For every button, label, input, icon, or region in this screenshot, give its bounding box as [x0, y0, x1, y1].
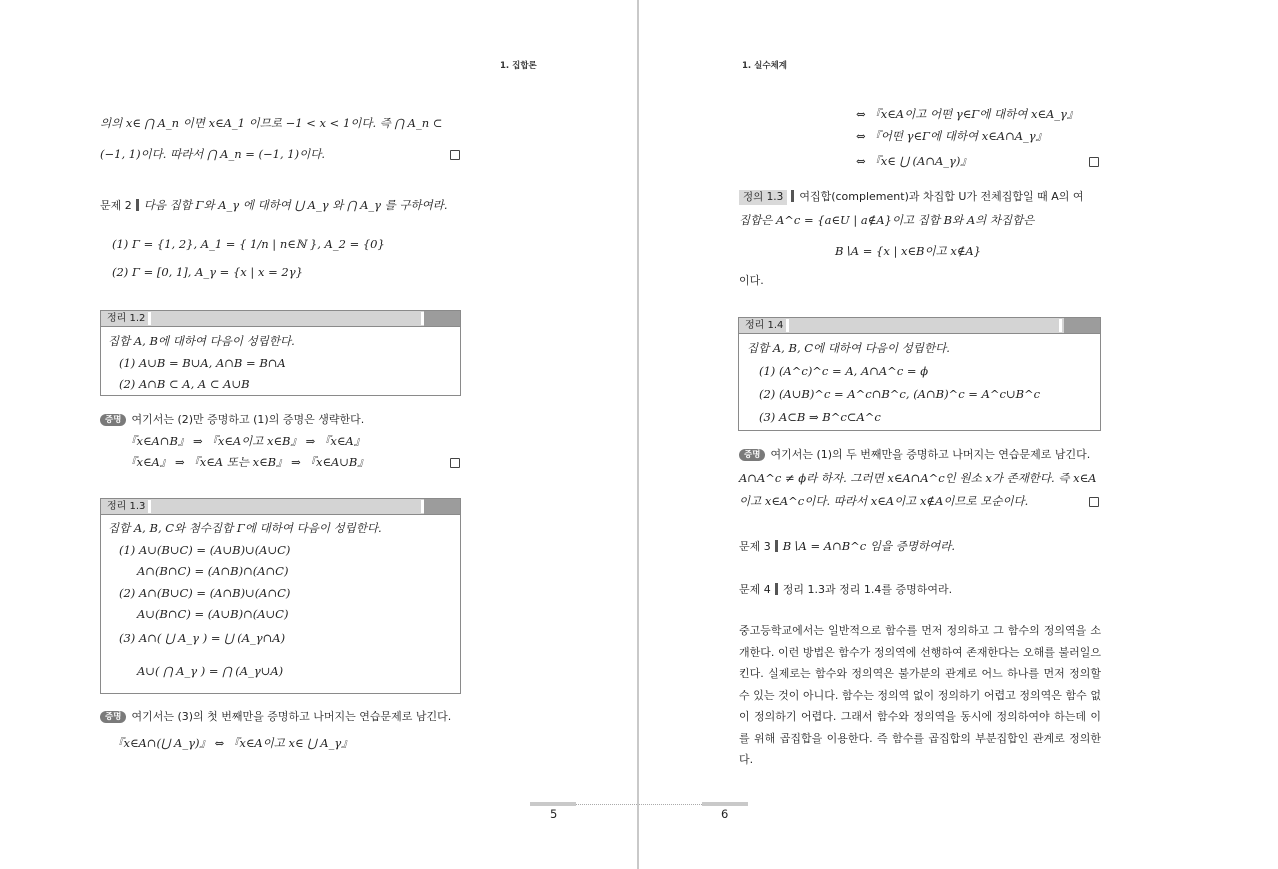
definition-1-3: [739, 188, 1084, 205]
theorem-title: 정리 1.2: [107, 313, 146, 324]
theorem-item: (1) A∪(B∪C) = (A∪B)∪(A∪C): [119, 543, 291, 557]
proof-badge: 증명: [739, 449, 765, 461]
theorem-item: (1) A∪B = B∪A, A∩B = B∩A: [119, 356, 286, 370]
theorem-header: [101, 311, 460, 327]
text-line: 의의 x∈ ⋂ A_n 이면 x∈A_1 이므로 −1 < x < 1이다. 즉 ⋂ A_n ⊂: [100, 116, 443, 130]
qed-square-icon: [450, 150, 460, 160]
theorem-1-4-box: [738, 317, 1101, 431]
text-line: (−1, 1)이다. 따라서 ⋂ A_n = (−1, 1)이다.: [100, 147, 325, 161]
definition-text: 여집합(complement)과 차집합 U가 전체집합일 때 A의 여: [799, 190, 1084, 203]
definition-text: 집합은 A^c = {a∈U | a∉A}이고 집합 B와 A의 차집합은: [739, 213, 1035, 227]
theorem-header: [739, 318, 1100, 334]
problem-2: [100, 197, 448, 214]
proof-line: A∩A^c ≠ ϕ라 하자. 그러면 x∈A∩A^c인 원소 x가 존재한다. 즉 x∈A: [739, 471, 1097, 485]
bar-icon: [791, 190, 794, 202]
problem-3: [739, 538, 955, 555]
header-divider: [148, 500, 151, 513]
problem-text: 다음 집합 Γ와 A_γ 에 대하여 ⋃ A_γ 와 ⋂ A_γ 를 구하여라.: [143, 198, 448, 212]
problem-label: 문제 3: [739, 540, 771, 553]
theorem-intro: 집합 A, B, C에 대하여 다음이 성립한다.: [747, 341, 950, 355]
definition-end: 이다.: [739, 274, 764, 287]
right-page: [639, 0, 1278, 869]
qed-square-icon: [1089, 497, 1099, 507]
problem-4: [739, 581, 952, 598]
header-dark-block: [424, 499, 460, 514]
theorem-item: A∪(B∩C) = (A∪B)∩(A∪C): [137, 607, 289, 621]
header-divider: [148, 312, 151, 325]
theorem-item: (2) A∩(B∪C) = (A∩B)∪(A∩C): [119, 586, 291, 600]
proof-text: 여기서는 (3)의 첫 번째만을 증명하고 나머지는 연습문제로 남긴다.: [131, 710, 452, 723]
theorem-1-3-box: [100, 498, 461, 694]
running-header: 1. 집합론: [500, 61, 537, 71]
footer-dotted-line: [639, 804, 702, 805]
bar-icon: [136, 199, 139, 211]
problem-item: (1) Γ = {1, 2}, A_1 = { 1/n | n∈ℕ }, A_2 = {0}: [112, 237, 385, 251]
proof-line: ⇔ 『x∈A이고 어떤 γ∈Γ에 대하여 x∈A_γ』: [856, 107, 1079, 121]
problem-text: 정리 1.3과 정리 1.4를 증명하여라.: [782, 583, 953, 596]
proof-line: ⇔ 『x∈ ⋃ (A∩A_γ)』: [856, 154, 972, 168]
page-number: 6: [721, 807, 729, 821]
theorem-1-2-box: [100, 310, 461, 396]
header-divider: [786, 319, 789, 332]
proof-line: 이고 x∈A^c이다. 따라서 x∈A이고 x∉A이므로 모순이다.: [739, 494, 1029, 508]
theorem-item: (2) A∩B ⊂ A, A ⊂ A∪B: [119, 377, 250, 391]
theorem-intro: 집합 A, B에 대하여 다음이 성립한다.: [108, 334, 295, 348]
problem-label: 문제 2: [100, 199, 132, 212]
footer-bar: [702, 802, 748, 806]
proof-line: 『x∈A』 ⇒ 『x∈A 또는 x∈B』 ⇒ 『x∈A∪B』: [125, 455, 369, 469]
theorem-item: (2) (A∪B)^c = A^c∩B^c, (A∩B)^c = A^c∪B^c: [759, 387, 1041, 401]
theorem-title: 정리 1.3: [107, 501, 146, 512]
proof-3: [739, 446, 1090, 463]
problem-label: 문제 4: [739, 583, 771, 596]
page-number: 5: [550, 807, 558, 821]
proof-line: 『x∈A∩(⋃ A_γ)』 ⇔ 『x∈A이고 x∈ ⋃ A_γ』: [112, 736, 353, 750]
bar-icon: [775, 540, 778, 552]
proof-line: 『x∈A∩B』 ⇒ 『x∈A이고 x∈B』 ⇒ 『x∈A』: [125, 434, 366, 448]
qed-square-icon: [1089, 157, 1099, 167]
theorem-item: (3) A⊂B ⇒ B^c⊂A^c: [759, 410, 881, 424]
qed-square-icon: [450, 458, 460, 468]
proof-badge: 증명: [100, 414, 126, 426]
proof-line: ⇔ 『어떤 γ∈Γ에 대하여 x∈A∩A_γ』: [856, 129, 1048, 143]
footer-dotted-line: [576, 804, 637, 805]
theorem-item: (3) A∩( ⋃ A_γ ) = ⋃ (A_γ∩A): [119, 631, 286, 645]
problem-item: (2) Γ = [0, 1], A_γ = {x | x = 2γ}: [112, 265, 303, 279]
definition-label: 정의 1.3: [739, 190, 787, 205]
theorem-item: A∪( ⋂ A_γ ) = ⋂ (A_γ∪A): [137, 664, 284, 678]
problem-text: B∖A = A∩B^c 임을 증명하여라.: [782, 539, 955, 553]
footer-bar: [530, 802, 576, 806]
bar-icon: [775, 583, 778, 595]
theorem-title: 정리 1.4: [745, 320, 784, 331]
definition-formula: B∖A = {x | x∈B이고 x∉A}: [835, 244, 981, 258]
theorem-item: (1) (A^c)^c = A, A∩A^c = ϕ: [759, 364, 929, 378]
proof-text: 여기서는 (1)의 두 번째만을 증명하고 나머지는 연습문제로 남긴다.: [770, 448, 1091, 461]
header-dark-block: [1064, 318, 1100, 333]
proof-text: 여기서는 (2)만 증명하고 (1)의 증명은 생략한다.: [131, 413, 365, 426]
proof-badge: 증명: [100, 711, 126, 723]
running-header: 1. 실수체계: [742, 61, 787, 71]
left-page: [0, 0, 637, 869]
body-paragraph: 중고등학교에서는 일반적으로 함수를 먼저 정의하고 그 함수의 정의역을 소개한다. 이런 방법은 함수가 정의역에 선행하여 존재한다는 오해를 불러일으킨다. 실제로는 함수와 정의역은 불가분의 관계로 어느 하나를 먼저 정의할 수 있는 것이 아니다. 함수는 정의역 없이 정의하기 어렵고 정의역은 함수 없이 정의하기 어렵다. 그래서 함수와 정의역을 동시에 정의하여야 하는데 이를 위해 곱집합을 이용한다. 즉 함수를 곱집합의 부분집합인 관계로 정의한다.: [739, 624, 1101, 766]
proof-1: [100, 411, 364, 428]
theorem-intro: 집합 A, B, C와 첨수집합 Γ에 대하여 다음이 성립한다.: [108, 521, 382, 535]
theorem-header: [101, 499, 460, 515]
header-dark-block: [424, 311, 460, 326]
theorem-item: A∩(B∩C) = (A∩B)∩(A∩C): [137, 564, 289, 578]
header-divider: [1059, 319, 1062, 332]
proof-2: [100, 708, 451, 725]
